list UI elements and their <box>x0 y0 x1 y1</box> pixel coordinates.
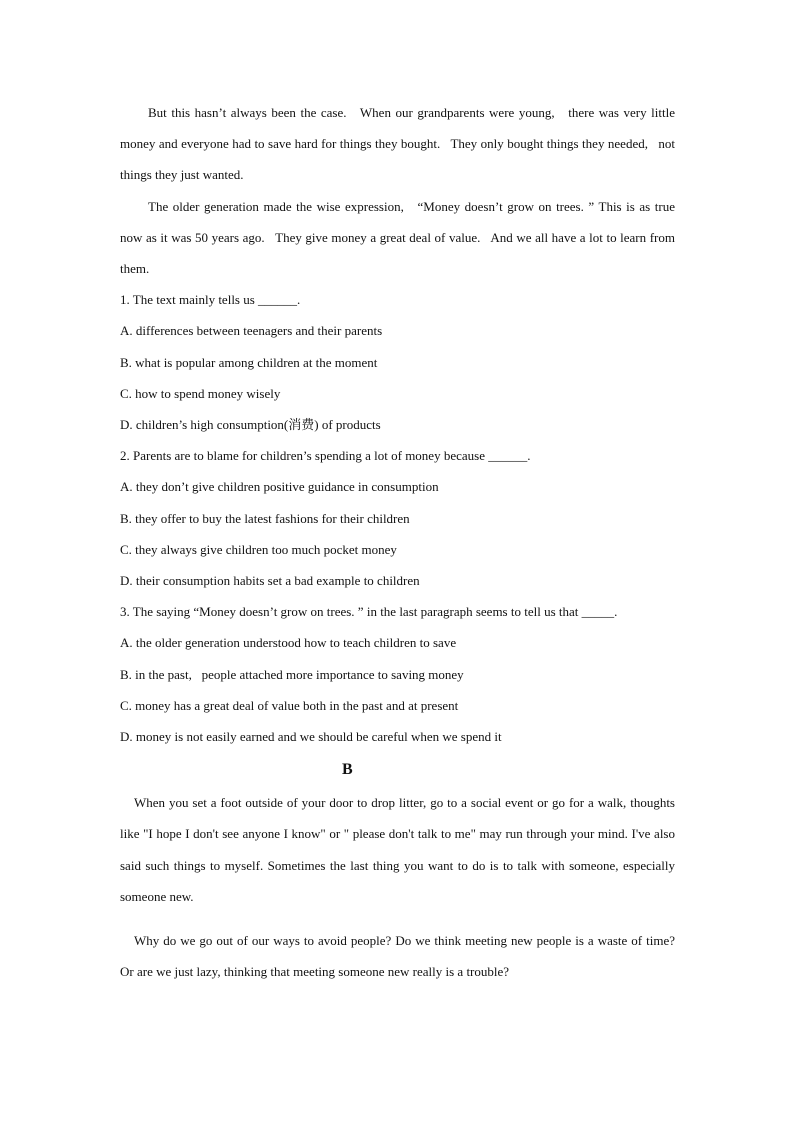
section-b-paragraph-2: Why do we go out of our ways to avoid people? Do we think meeting new people is a waste of time? Or are we just lazy, thinking that meeting someone new really is a trouble? <box>120 933 675 980</box>
section-b-heading: B <box>342 761 353 779</box>
option-b: B. what is popular among children at the moment <box>120 354 378 370</box>
option-c: C. they always give children too much pocket money <box>120 541 397 557</box>
option-d: D. money is not easily earned and we should be careful when we spend it <box>120 729 502 745</box>
question-stem: 1. The text mainly tells us ______. <box>120 292 301 308</box>
option-d: D. their consumption habits set a bad example to children <box>120 573 420 589</box>
option-d: D. children’s high consumption(消费) of products <box>120 417 381 433</box>
document-page <box>120 97 679 987</box>
question-stem: 2. Parents are to blame for children’s spending a lot of money because ______. <box>120 448 531 464</box>
paragraph-gap <box>120 912 675 925</box>
passage-a-paragraph-2: The older generation made the wise expression, “Money doesn’t grow on trees. ” This is as true now as it was 50 years ago. They give money a great deal of value. And we all have a lot to learn from them. <box>120 198 679 277</box>
question-stem: 3. The saying “Money doesn’t grow on trees. ” in the last paragraph seems to tell us that _____. <box>120 604 618 620</box>
question-1 <box>120 284 675 440</box>
option-a: A. the older generation understood how to teach children to save <box>120 635 457 651</box>
section-b-paragraph-1: When you set a foot outside of your door to drop litter, go to a social event or go for a walk, thoughts like "I hope I don't see anyone I know" or " please don't talk to me" may run through your mind. I've also said such things to myself. Sometimes the last thing you want to do is to talk with someone, especially someone new. <box>120 795 675 904</box>
option-c: C. money has a great deal of value both in the past and at present <box>120 697 459 713</box>
option-a: A. differences between teenagers and their parents <box>120 323 383 339</box>
passage-a-paragraph-1: But this hasn’t always been the case. When our grandparents were young, there was very little money and everyone had to save hard for things they bought. They only bought things they needed, not things they just wanted. <box>120 105 679 183</box>
option-b: B. they offer to buy the latest fashions for their children <box>120 510 410 526</box>
question-2 <box>120 440 675 596</box>
option-a: A. they don’t give children positive guidance in consumption <box>120 479 439 495</box>
option-c: C. how to spend money wisely <box>120 385 281 401</box>
option-b: B. in the past, people attached more importance to saving money <box>120 666 464 682</box>
question-3 <box>120 596 675 752</box>
